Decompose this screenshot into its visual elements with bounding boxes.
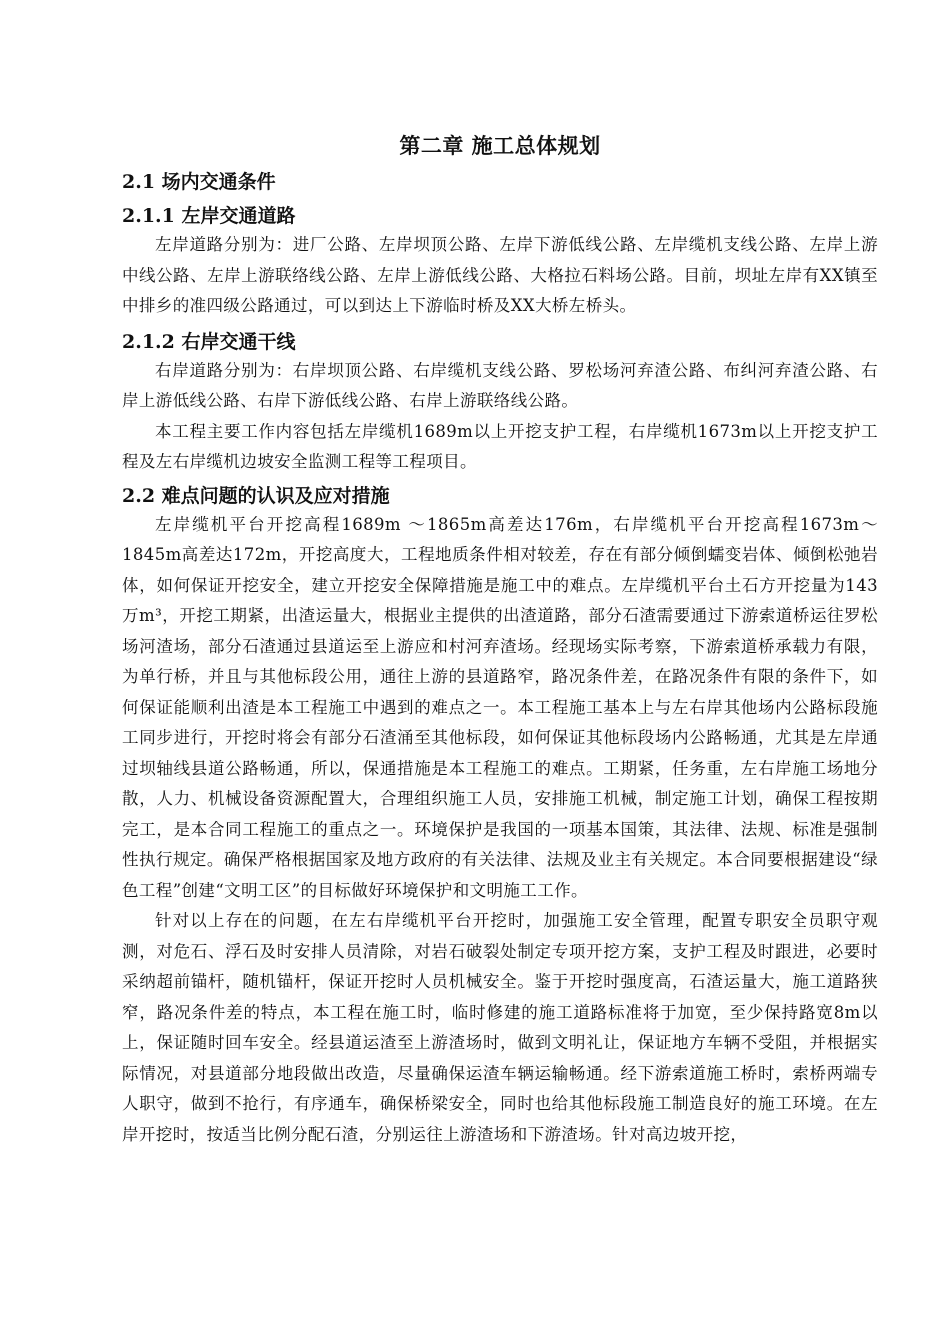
paragraph-right-bank-roads: 右岸道路分别为：右岸坝顶公路、右岸缆机支线公路、罗松场河弃渣公路、布纠河弃渣公路、右岸上游低线公路、右岸下游低线公路、右岸上游联络线公路。 [122, 360, 878, 410]
section-heading-2-1-2: 2.1.2 右岸交通干线 [122, 330, 296, 353]
paragraph-difficulties: 左岸缆机平台开挖高程1689m ～1865m高差达176m，右岸缆机平台开挖高程1673m～1845m高差达172m，开挖高度大，工程地质条件相对较差，存在有部分倾倒蠕变岩体、倾倒松弛岩体，如何保证开挖安全，建立开挖安全保障措施是施工中的难点。左岸缆机平台土石方开挖量为143万m³，开挖工期紧，出渣运量大，根据业主提供的出渣道路，部分石渣需要通过下游索道桥运往罗松场河渣场，部分石渣通过县道运至上游应和村河弃渣场。经现场实际考察，下游索道桥承载力有限，为单行桥，并且与其他标段公用，通往上游的县道路窄，路况条件差，在路况条件有限的条件下，如何保证能顺利出渣是本工程施工中遇到的难点之一。本工程施工基本上与左右岸其他场内公路标段施工同步进行，开挖时将会有部分石渣涌至其他标段，如何保证其他标段场内公路畅通，尤其是左岸通过坝轴线县道公路畅通，所以，保通措施是本工程施工的难点。工期紧，任务重，左右岸施工场地分散，人力、机械设备资源配置大，合理组织施工人员，安排施工机械，制定施工计划，确保工程按期完工，是本合同工程施工的重点之一。环境保护是我国的一项基本国策，其法律、法规、标准是强制性执行规定。确保严格根据国家及地方政府的有关法律、法规及业主有关规定。本合同要根据建设“绿色工程”创建“文明工区”的目标做好环境保护和文明施工工作。 [122, 514, 878, 900]
paragraph-main-work-scope: 本工程主要工作内容包括左岸缆机1689m以上开挖支护工程，右岸缆机1673m以上开挖支护工程及左右岸缆机边坡安全监测工程等工程项目。 [122, 421, 878, 471]
chapter-title: 第二章 施工总体规划 [399, 133, 601, 158]
section-heading-2-1: 2.1 场内交通条件 [122, 171, 276, 193]
paragraph-countermeasures: 针对以上存在的问题，在左右岸缆机平台开挖时，加强施工安全管理，配置专职安全员职守观测，对危石、浮石及时安排人员清除，对岩石破裂处制定专项开挖方案，支护工程及时跟进，必要时采纳超前锚杆，随机锚杆，保证开挖时人员机械安全。鉴于开挖时强度高，石渣运量大，施工道路狭窄，路况条件差的特点，本工程在施工时，临时修建的施工道路标准将于加宽，至少保持路宽8m以上，保证随时回车安全。经县道运渣至上游渣场时，做到文明礼让，保证地方车辆不受阻，并根据实际情况，对县道部分地段做出改造，尽量确保运渣车辆运输畅通。经下游索道施工桥时，索桥两端专人职守，做到不抢行，有序通车，确保桥梁安全，同时也给其他标段施工制造良好的施工环境。在左岸开挖时，按适当比例分配石渣，分别运往上游渣场和下游渣场。针对高边坡开挖， [122, 911, 878, 1144]
document-body [122, 132, 878, 1150]
section-heading-2-2: 2.2 难点问题的认识及应对措施 [122, 484, 390, 507]
section-heading-2-1-1: 2.1.1 左岸交通道路 [122, 205, 296, 227]
paragraph-left-bank-roads: 左岸道路分别为：进厂公路、左岸坝顶公路、左岸下游低线公路、左岸缆机支线公路、左岸上游中线公路、左岸上游联络线公路、左岸上游低线公路、大格拉石料场公路。目前，坝址左岸有XX镇至中排乡的准四级公路通过，可以到达上下游临时桥及XX大桥左桥头。 [122, 235, 878, 315]
